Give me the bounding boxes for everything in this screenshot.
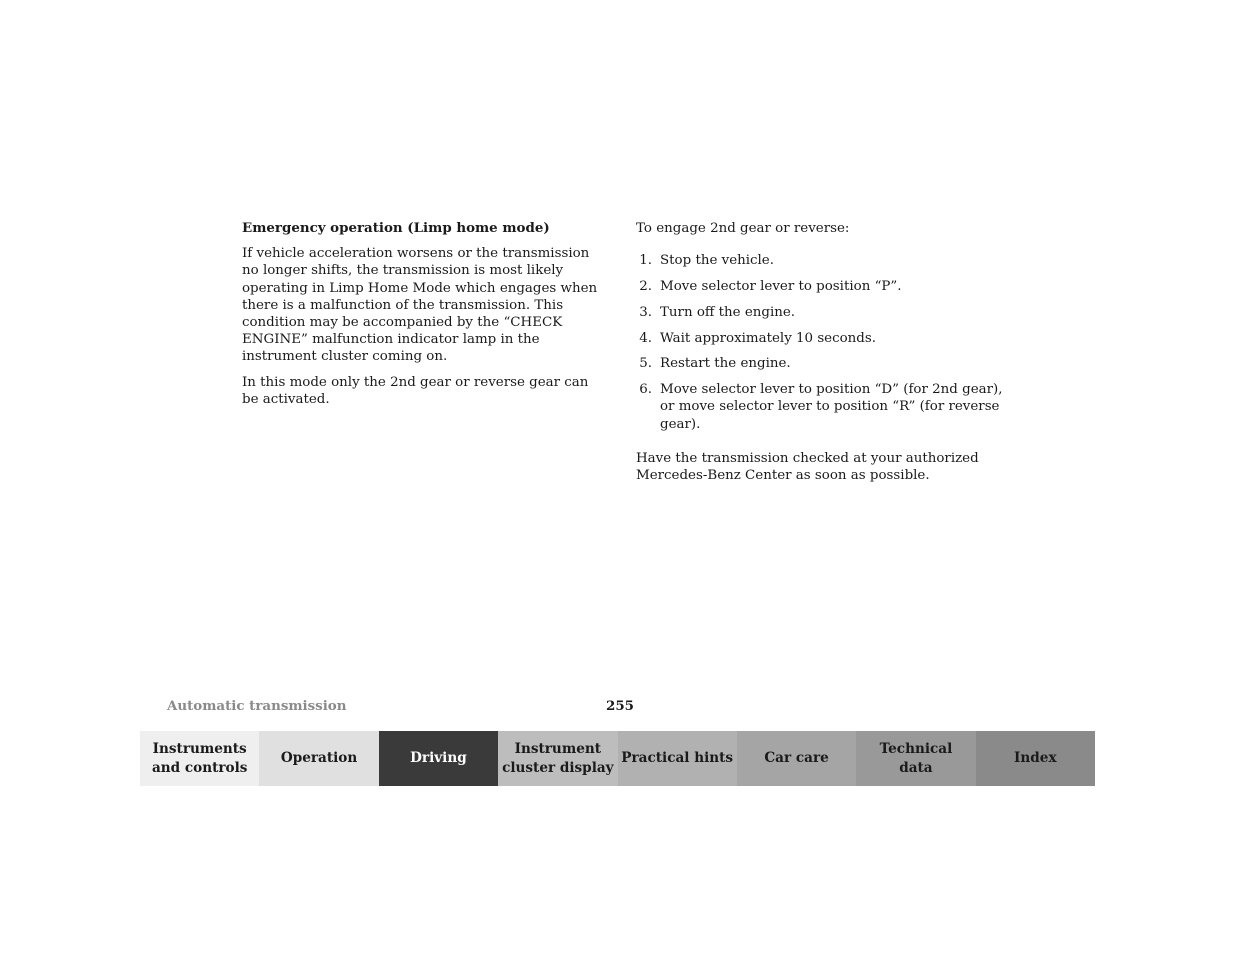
body-paragraph-2: In this mode only the 2nd gear or reverse gear can be activated.: [242, 374, 589, 407]
nav-tab-car-care[interactable]: Car care: [737, 731, 856, 786]
step-number: 6.: [639, 382, 652, 398]
nav-tab-index[interactable]: Index: [976, 731, 1095, 786]
step-number: 4.: [639, 330, 652, 346]
nav-tab-technical-data[interactable]: Technical data: [856, 731, 975, 786]
step-text: Stop the vehicle.: [660, 253, 774, 269]
step-number: 5.: [639, 356, 652, 372]
step-item: [636, 304, 1016, 321]
step-item: [636, 330, 1016, 347]
page-number: 255: [606, 698, 634, 714]
nav-tab-operation[interactable]: Operation: [259, 731, 378, 786]
step-item: [636, 278, 1016, 295]
step-item: [636, 381, 1016, 433]
step-number: 2.: [639, 279, 652, 294]
step-text: Move selector lever to position “P”.: [660, 279, 902, 294]
footer-section-title: Automatic transmission: [167, 698, 347, 714]
left-column: [242, 220, 602, 416]
nav-tab-practical-hints[interactable]: Practical hints: [618, 731, 737, 786]
body-paragraph-1: If vehicle acceleration worsens or the transmission no longer shifts, the transmission is most likely operating in Limp Home Mode which engages when there is a malfunction of the transmission. This condition may be accompanied by the “CHECK ENGINE” malfunction indicator lamp in the instrument cluster coming on.: [242, 246, 598, 365]
chapter-nav-bar: [140, 731, 1095, 786]
step-text: Move selector lever to position “D” (for 2nd gear), or move selector lever to position “R” (for reverse gear).: [660, 382, 1003, 432]
right-column: [636, 220, 1016, 492]
step-item: [636, 355, 1016, 372]
step-text: Restart the engine.: [660, 356, 791, 372]
step-item: [636, 252, 1016, 269]
nav-tab-instruments-and-controls[interactable]: Instruments and controls: [140, 731, 259, 786]
step-text: Turn off the engine.: [660, 304, 796, 320]
step-number: 1.: [639, 253, 652, 269]
step-text: Wait approximately 10 seconds.: [660, 330, 876, 346]
nav-tab-instrument-cluster-display[interactable]: Instrument cluster display: [498, 731, 617, 786]
closing-paragraph: Have the transmission checked at your authorized Mercedes-Benz Center as soon as possible.: [636, 450, 979, 483]
nav-tab-driving[interactable]: Driving: [379, 731, 498, 786]
steps-list: [636, 252, 1016, 433]
section-heading: Emergency operation (Limp home mode): [242, 220, 550, 236]
steps-intro: To engage 2nd gear or reverse:: [636, 221, 850, 236]
step-number: 3.: [639, 304, 652, 320]
